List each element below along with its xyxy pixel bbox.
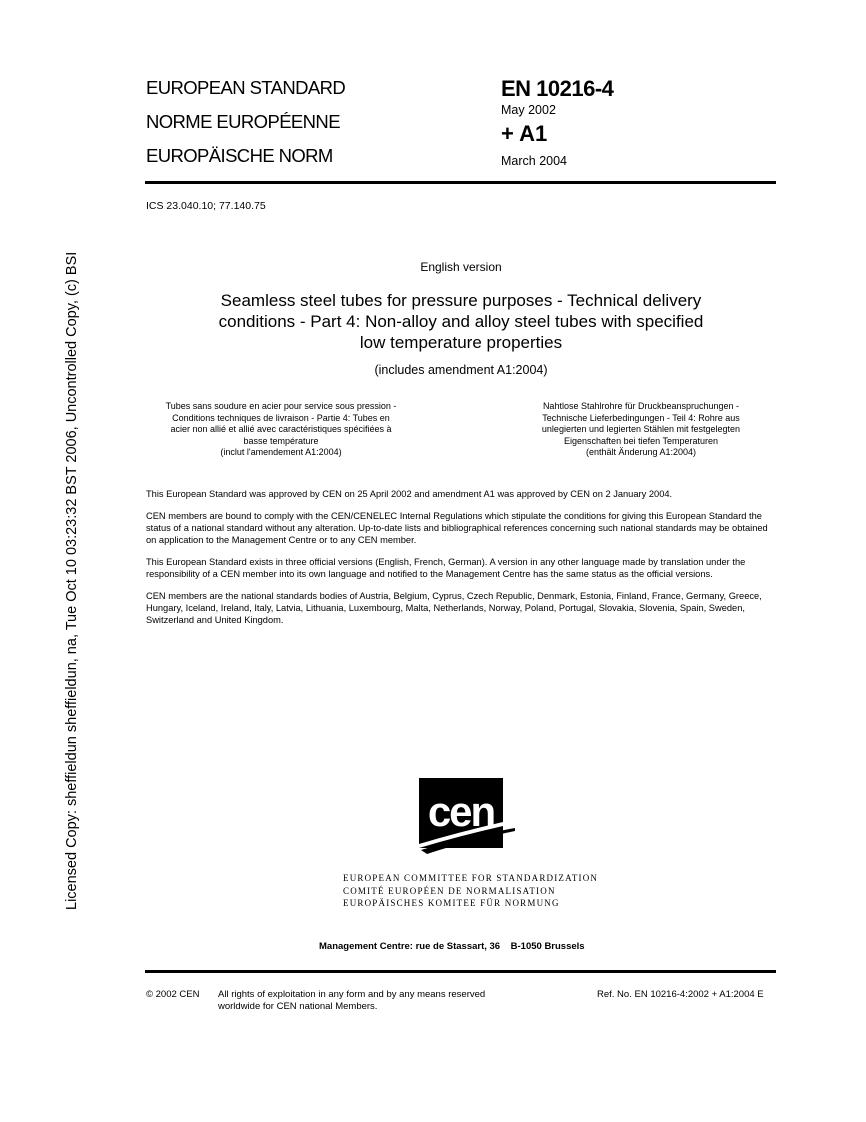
amendment-number: + A1 bbox=[501, 121, 548, 146]
cen-committee-names: EUROPEAN COMMITTEE FOR STANDARDIZATION COMITÉ EUROPÉEN DE NORMALISATION EUROPÄISCHES KOMITEE FÜR NORMUNG bbox=[343, 873, 599, 908]
regulations-paragraph: CEN members are bound to comply with the CEN/CENELEC Internal Regulations which stipulate the conditions for giving this European Standard the status of a national standard without any alteration. Up-to-date lists and bibliographical references concerning such national standards may be obtained on application to the Management Centre or to any CEN member. bbox=[146, 511, 768, 545]
title-line: Seamless steel tubes for pressure purposes - Technical delivery bbox=[220, 291, 702, 310]
name-english: EUROPEAN STANDARD bbox=[146, 77, 346, 98]
approval-paragraph: This European Standard was approved by CEN on 25 April 2002 and amendment A1 was approved by CEN on 2 January 2004. bbox=[146, 489, 673, 499]
name-german: EUROPÄISCHE NORM bbox=[146, 145, 333, 166]
title-line: low temperature properties bbox=[359, 333, 563, 352]
french-title: Tubes sans soudure en acier pour service sous pression - Conditions techniques de livraison - Partie 4: Tubes en acier non allié et allié avec caractéristiques spécifiées à basse température (inclut l'amendement A1:2004) bbox=[165, 401, 397, 457]
copyright: © 2002 CEN bbox=[146, 989, 200, 1000]
approval-paragraphs bbox=[146, 489, 778, 637]
license-notice: Licensed Copy: sheffieldun sheffieldun, na, Tue Oct 10 03:23:32 BST 2006, Uncontrolled Copy, (c) BSI bbox=[64, 251, 80, 910]
footer-rule bbox=[145, 970, 776, 973]
includes-amendment: (includes amendment A1:2004) bbox=[374, 363, 548, 377]
standard-names bbox=[146, 71, 345, 173]
ics-code: ICS 23.040.10; 77.140.75 bbox=[146, 200, 266, 212]
name-french: NORME EUROPÉENNE bbox=[146, 111, 340, 132]
management-centre: Management Centre: rue de Stassart, 36 B-1050 Brussels bbox=[319, 941, 585, 952]
standard-date: May 2002 bbox=[501, 103, 556, 117]
standard-number: EN 10216-4 bbox=[501, 76, 614, 101]
header-rule bbox=[145, 181, 776, 184]
german-title: Nahtlose Stahlrohre für Druckbeanspruchungen - Technische Lieferbedingungen - Teil 4: Rohre aus unlegierten und legierten Stählen mit festgelegten Eigenschaften bei tiefen Temperaturen (enthält Änderung A1:2004) bbox=[541, 401, 741, 457]
reference-number: Ref. No. EN 10216-4:2002 + A1:2004 E bbox=[597, 989, 764, 1000]
versions-paragraph: This European Standard exists in three official versions (English, French, German). A version in any other language made by translation under the responsibility of a CEN member into its own language and notified to the Management Centre has the same status as the official versions. bbox=[146, 557, 746, 579]
rights-statement: All rights of exploitation in any form and by any means reserved worldwide for CEN national Members. bbox=[218, 989, 486, 1012]
members-paragraph: CEN members are the national standards bodies of Austria, Belgium, Cyprus, Czech Republic, Denmark, Estonia, Finland, France, Germany, Greece, Hungary, Iceland, Ireland, Italy, Latvia, Lithuania, Luxembourg, Malta, Netherlands, Norway, Poland, Portugal, Slovakia, Slovenia, Spain, Sweden, Switzerland and United Kingdom. bbox=[146, 591, 762, 625]
amendment-date: March 2004 bbox=[501, 154, 568, 168]
title-line: conditions - Part 4: Non-alloy and alloy steel tubes with specified bbox=[218, 312, 704, 331]
svg-text:cen: cen bbox=[427, 788, 495, 835]
version-label: English version bbox=[420, 260, 502, 274]
document-title bbox=[161, 290, 761, 353]
cen-logo-icon bbox=[419, 778, 515, 860]
cen-logo bbox=[419, 778, 515, 860]
